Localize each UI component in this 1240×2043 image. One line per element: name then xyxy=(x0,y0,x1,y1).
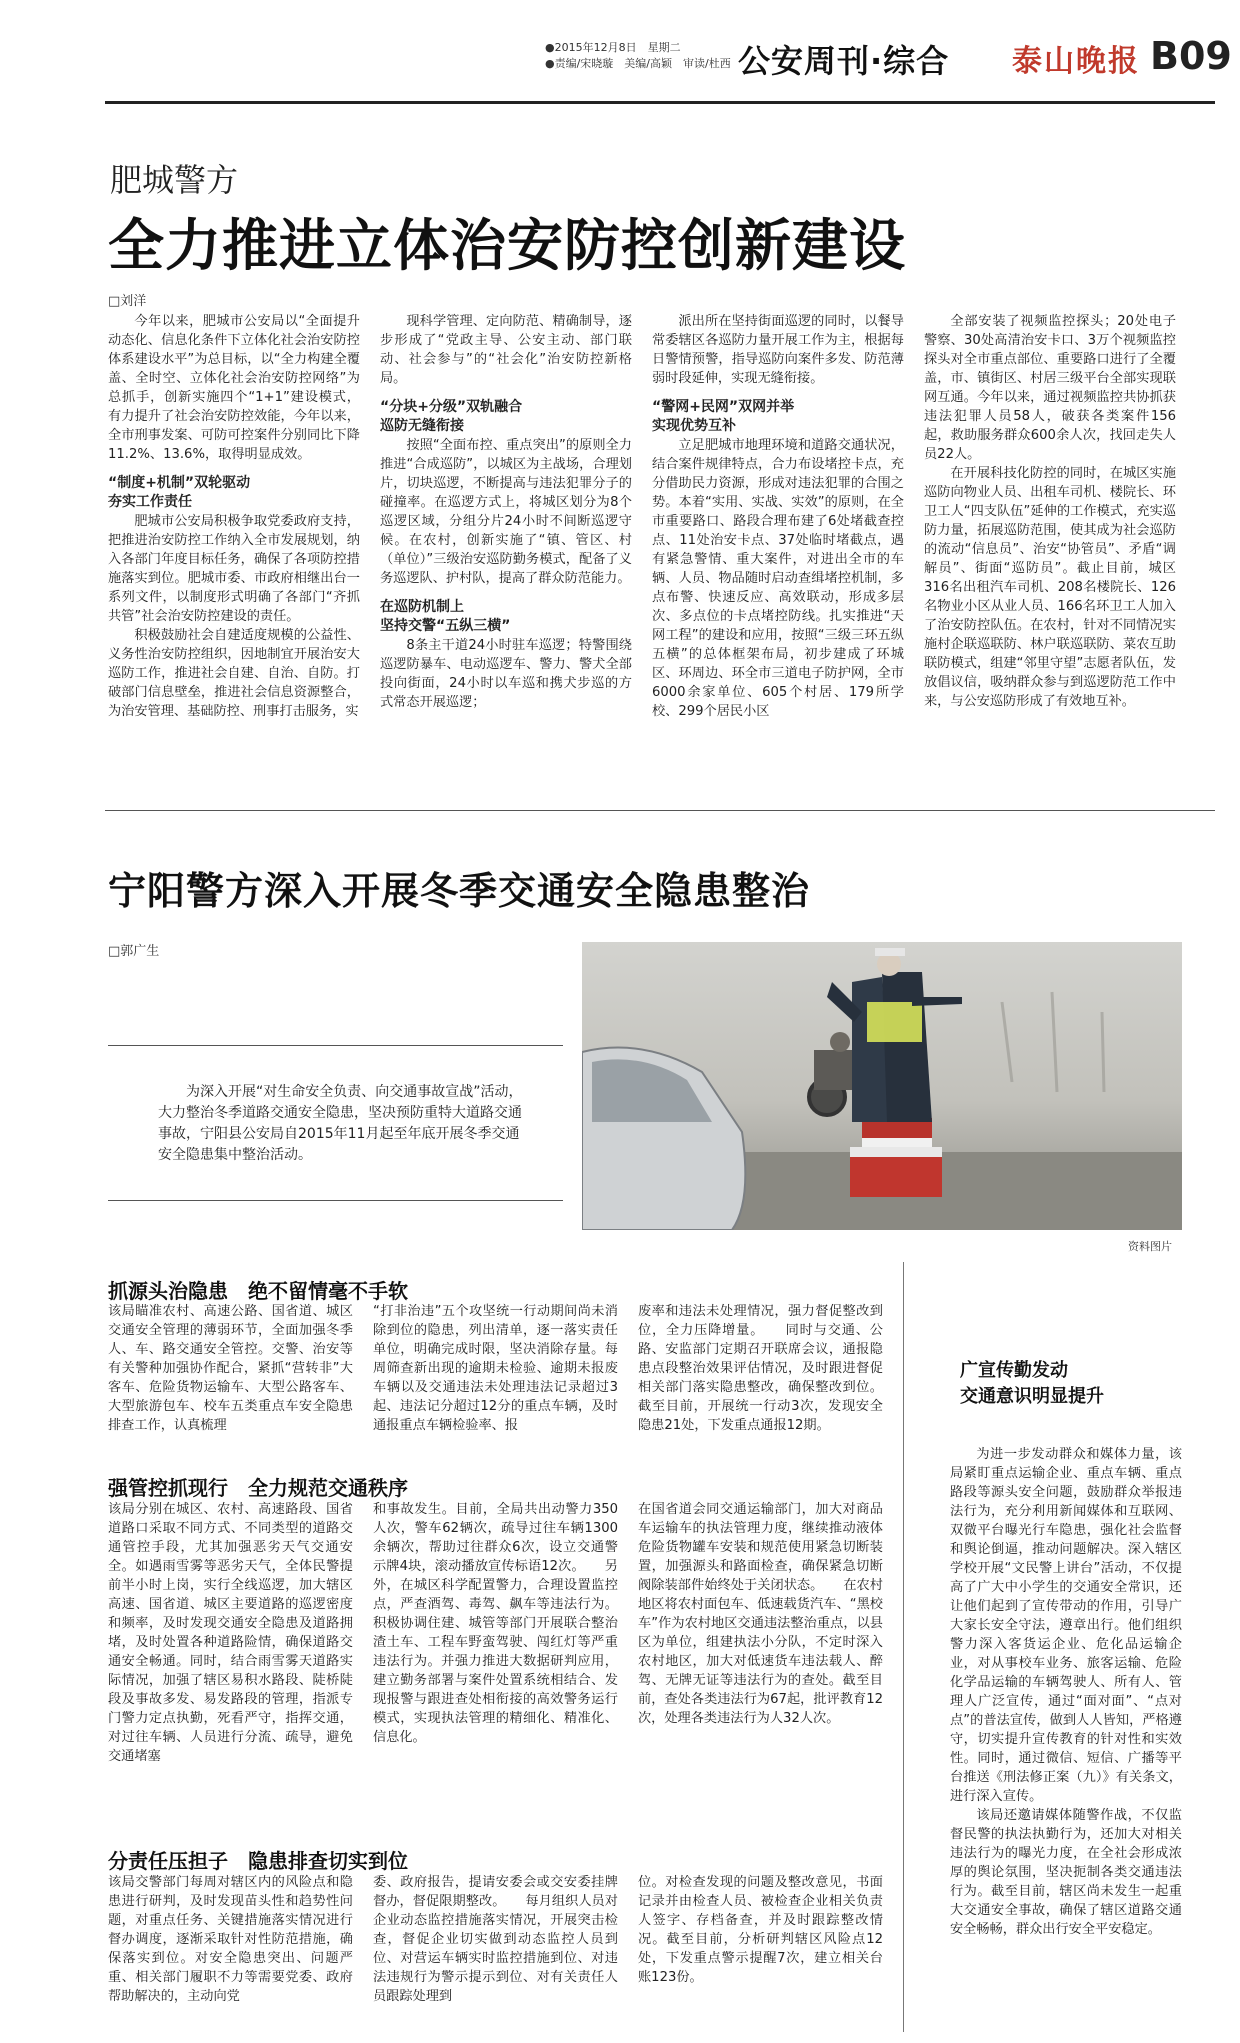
masthead-rule xyxy=(105,101,1215,104)
section1-column-2: “打非治违”五个攻坚统一行动期间尚未消除到位的隐患，列出清单，逐一落实责任单位，明确完成时限，坚决消除存量。每周筛查新出现的逾期未检验、逾期未报废车辆以及交通违法未处理违法记录超过3起、违法记分超过12分的重点车辆，及时通报重点车辆检验率、报 xyxy=(373,1304,618,1433)
article2-intro: 为深入开展“对生命安全负责、向交通事故宣战”活动，大力整治冬季道路交通安全隐患，坚决预防重特大道路交通事故，宁阳县公安局自2015年11月起至年底开展冬季交通安全隐患集中整治活动。 xyxy=(158,1084,523,1163)
intro-rule-bottom xyxy=(108,1200,563,1201)
sidebar-divider xyxy=(903,1262,904,2032)
editors-line: ●责编/宋晓璇 美编/高颖 审读/杜西 xyxy=(545,57,731,70)
section1-title: 抓源头治隐患 绝不留情毫不手软 xyxy=(108,1279,408,1303)
subheading: “分块+分级”双轨融合 xyxy=(380,399,523,415)
paragraph: 派出所在坚持街面巡逻的同时，以餐导常委辖区各巡防力量开展工作为主，根据每日警情预警，指导巡防向案件多发、防范薄弱时段延伸，实现无缝衔接。 xyxy=(652,314,904,386)
issue-date: ●2015年12月8日 星期二 xyxy=(545,41,681,54)
subheading: 实现优势互补 xyxy=(652,418,736,434)
section2-column-2: 和事故发生。目前，全局共出动警力350人次，警车62辆次，疏导过往车辆1300余辆次，帮助过往群众6次，设立交通警示牌4块，滚动播放宣传标语12次。 另外，在城区科学配置警力，合理设置监控点，严查酒驾、毒驾、飙车等违法行为。积极协调住建、城管等部门开展联合整治渣土车、工程车野蛮驾驶、闯红灯等严重违法行为。并强力推进大数据研判应用，建立勤务部署与案件处置系统相结合、发现报警与跟进查处相衔接的高效警务运行模式，实现执法管理的精细化、精准化、信息化。 xyxy=(373,1502,618,1745)
subheading: 坚持交警“五纵三横” xyxy=(380,618,511,634)
article1-column-2 xyxy=(380,312,632,782)
section2-column-1: 该局分别在城区、农村、高速路段、国省道路口采取不同方式、不同类型的道路交通管控手段，尤其加强恶劣天气交通安全。如遇雨雪雾等恶劣天气，全体民警提前半小时上岗，实行全线巡逻，加大辖区高速、国省道、城区主要道路的巡逻密度和频率，及时发现交通安全隐患及道路拥堵，及时处置各种道路险情，确保道路交通安全畅通。同时，结合雨雪雾天道路实际情况，加强了辖区易积水路段、陡桥陡段及事故多发、易发路段的管理，指派专门警力定点执勤，死看严守，指挥交通，对过往车辆、人员进行分流、疏导，避免交通堵塞 xyxy=(108,1502,353,1764)
section-name: 公安周刊·综合 xyxy=(738,42,950,80)
section2-title: 强管控抓现行 全力规范交通秩序 xyxy=(108,1476,408,1500)
paragraph: 全部安装了视频监控探头；20处电子警察、30处高清治安卡口、3万个视频监控探头对全市重点部位、重要路口进行了全覆盖，市、镇街区、村居三级平台全部实现联网互通。今年以来，通过视频监控共协抓获违法犯罪人员58人，破获各类案件156起，救助服务群众600余人次，找回走失人员22人。 xyxy=(924,314,1176,462)
sidebar-title-line2: 交通意识明显提升 xyxy=(960,1386,1104,1407)
article1-column-1 xyxy=(108,312,360,782)
sidebar-paragraph: 该局还邀请媒体随警作战，不仅监督民警的执法执勤行为，还加大对相关违法行为的曝光力度，在全社会形成浓厚的舆论氛围，坚决扼制各类交通违法行为。截至目前，辖区尚未发生一起重大交通安全事故，确保了辖区道路交通安全畅畅，群众出行安全平安稳定。 xyxy=(950,1808,1182,1937)
section3-column-3: 位。对检查发现的问题及整改意见，书面记录并由检查人员、被检查企业相关负责人签字、存档备查，并及时跟踪整改情况。截至目前，分析研判辖区风险点12处，下发重点警示提醒7次，建立相关台账123份。 xyxy=(638,1875,883,1985)
newspaper-logo: 泰山晚报 xyxy=(1012,44,1140,79)
article1-byline: □刘洋 xyxy=(108,294,147,309)
photo-caption: 资料图片 xyxy=(1128,1240,1172,1253)
sidebar-title-line1: 广宣传勤发动 xyxy=(960,1360,1068,1381)
article2-headline: 宁阳警方深入开展冬季交通安全隐患整治 xyxy=(108,869,811,913)
subheading: 在巡防机制上 xyxy=(380,599,464,615)
paragraph: 积极鼓励社会自建适度规模的公益性、义务性治安防控组织，因地制宜开展治安大巡防工作，推进社会自建、自治、自防。打破部门信息壁垒，推进社会信息资源整合，为治安管理、基础防控、刑事打击服务，实 xyxy=(108,628,360,719)
article1-column-3 xyxy=(652,312,904,782)
section3-column-1: 该局交警部门每周对辖区内的风险点和隐患进行研判，及时发现苗头性和趋势性问题，对重点任务、关键措施落实情况进行督办调度，逐渐采取针对性防范措施，确保落实到位。对安全隐患突出、问题严重、相关部门履职不力等需要党委、政府帮助解决的，主动向党 xyxy=(108,1875,353,2004)
article2-byline: □郭广生 xyxy=(108,944,160,959)
section2-column-3: 在国省道会同交通运输部门，加大对商品车运输车的执法管理力度，继续推动液体危险货物罐车安装和规范使用紧急切断装置，加强源头和路面检查，确保紧急切断阀除装部件始终处于关闭状态。 在农村地区将农村面包车、低速载货汽车、“黑校车”作为农村地区交通违法整治重点，以县区为单位，组建执法小分队，不定时深入农村地区，加大对低速货车违法载人、醉驾、无牌无证等违法行为的查处。截至目前，查处各类违法行为67起，批评教育12次，处理各类违法行为人32人次。 xyxy=(638,1502,883,1726)
section3-column-2: 委、政府报告，提请安委会或交安委挂牌督办，督促限期整改。 每月组织人员对企业动态监控措施落实情况，开展突击检查，督促企业切实做到动态监控人员到位、对营运车辆实时监控措施到位、对违法违规行为警示提示到位、对有关责任人员跟踪处理到 xyxy=(373,1875,618,2004)
paragraph: 今年以来，肥城市公安局以“全面提升动态化、信息化条件下立体化社会治安防控体系建设水平”为总目标，以“全力构建全覆盖、全时空、立体化社会治安防控网络”为总抓手，创新实施四个“1+1”建设模式，有力提升了社会治安防控效能，今年以来，全市刑事发案、可防可控案件分别同比下降11.2%、13.6%，取得明显成效。 xyxy=(108,314,360,462)
paragraph: 8条主干道24小时驻车巡逻；特警围绕巡逻防暴车、电动巡逻车、警力、警犬全部投向街面，24小时以车巡和携犬步巡的方式常态开展巡逻； xyxy=(380,638,632,710)
article1-kicker: 肥城警方 xyxy=(110,161,239,199)
photo-illustration xyxy=(582,942,1182,1230)
article1-column-4 xyxy=(924,312,1176,782)
subheading: 巡防无缝衔接 xyxy=(380,418,464,434)
paragraph: 在开展科技化防控的同时，在城区实施巡防向物业人员、出租车司机、楼院长、环卫工人“四支队伍”延伸的工作模式，充实巡防力量，拓展巡防范围，使其成为社会巡防的流动“信息员”、治安“协管员”、矛盾“调解员”、街面“巡防员”。截止目前，城区316名出租汽车司机、208名楼院长、126名物业小区从业人员、166名环卫工人加入了治安防控队伍。在农村，针对不同情况实施村企联巡联防、林户联巡联防、菜农互助联防模式，组建“邻里守望”志愿者队伍，发放倡议信，吸纳群众参与到巡逻防范工作中来，与公安巡防形成了有效地互补。 xyxy=(924,466,1176,709)
paragraph: 按照“全面布控、重点突出”的原则全力推进“合成巡防”，以城区为主战场，合理划片，切块巡逻，不断提高与违法犯罪分子的碰撞率。在巡逻方式上，将城区划分为8个巡逻区域，分组分片24小时不间断巡逻守候。在农村，创新实施了“镇、管区、村（单位）”三级治安巡防勤务模式，配备了义务巡逻队、护村队，提高了群众防范能力。 xyxy=(380,438,632,586)
subheading: 夯实工作责任 xyxy=(108,494,192,510)
intro-rule-top xyxy=(108,1045,563,1046)
subheading: “警网+民网”双网并举 xyxy=(652,399,795,415)
article1-headline: 全力推进立体治安防控创新建设 xyxy=(108,214,906,279)
page-number: B09 xyxy=(1150,34,1232,78)
section1-column-1: 该局瞄准农村、高速公路、国省道、城区交通安全管理的薄弱环节，全面加强冬季人、车、路交通安全管控。交警、治安等有关警种加强协作配合，紧抓“营转非”大客车、危险货物运输车、大型公路客车、大型旅游包车、校车五类重点车安全隐患排查工作，认真梳理 xyxy=(108,1304,353,1433)
paragraph: 立足肥城市地理环境和道路交通状况，结合案件规律特点，合力布设堵控卡点，充分借助民力资源，形成对违法犯罪的合围之势。本着“实用、实战、实效”的原则，在全市重要路口、路段合理布建了6处堵截查控点、11处治安卡点、37处临时堵截点，遇有紧急警情、重大案件，对进出全市的车辆、人员、物品随时启动查缉堵控机制，多点布警、快速反应、高效联动，形成多层次、多点位的卡点堵控防线。扎实推进“天网工程”的建设和应用，按照“三级三环五纵五横”的总体框架布局，初步建成了环城区、环周边、环全市三道电子防护网，全市6000余家单位、605个村居、179所学校、299个居民小区 xyxy=(652,438,904,719)
sidebar-paragraph: 为进一步发动群众和媒体力量，该局紧盯重点运输企业、重点车辆、重点路段等源头安全问题，鼓励群众举报违法行为，充分利用新闻媒体和互联网、双微平台曝光行车隐患，强化社会监督和舆论倒逼，推动问题解决。深入辖区学校开展“文民警上讲台”活动，不仅提高了广大中小学生的交通安全常识，还让他们起到了宣传带动的作用，引导广大家长安全守法，遵章出行。他们组织警力深入客货运企业、危化品运输企业，对从事校车业务、旅客运输、危险化学品运输的车辆驾驶人、所有人、管理人广泛宣传，通过“面对面”、“点对点”的普法宣传，做到人人皆知，严格遵守，切实提升宣传教育的针对性和实效性。同时，通过微信、短信、广播等平台推送《刑法修正案（九）》有关条文，进行深入宣传。 xyxy=(950,1447,1182,1804)
section-divider xyxy=(105,810,1215,811)
section3-title: 分责任压担子 隐患排查切实到位 xyxy=(108,1849,408,1873)
sidebar-body xyxy=(950,1445,1182,2035)
section1-column-3: 废率和违法未处理情况，强力督促整改到位，全力压降增量。 同时与交通、公路、安监部门定期召开联席会议，通报隐患点段整治效果评估情况，及时跟进督促相关部门落实隐患整改，确保整改到位。截至目前，开展统一行动3次，发现安全隐患21处，下发重点通报12期。 xyxy=(638,1304,883,1433)
paragraph: 现科学管理、定向防范、精确制导，逐步形成了“党政主导、公安主动、部门联动、社会参与”的“社会化”治安防控新格局。 xyxy=(380,314,632,386)
traffic-police-photo xyxy=(582,942,1182,1230)
paragraph: 肥城市公安局积极争取党委政府支持，把推进治安防控工作纳入全市发展规划，纳入各部门年度目标任务，确保了各项防控措施落实到位。肥城市委、市政府相继出台一系列文件，以制度形式明确了各部门“齐抓共管”社会治安防控建设的责任。 xyxy=(108,514,360,624)
subheading: “制度+机制”双轮驱动 xyxy=(108,475,251,491)
